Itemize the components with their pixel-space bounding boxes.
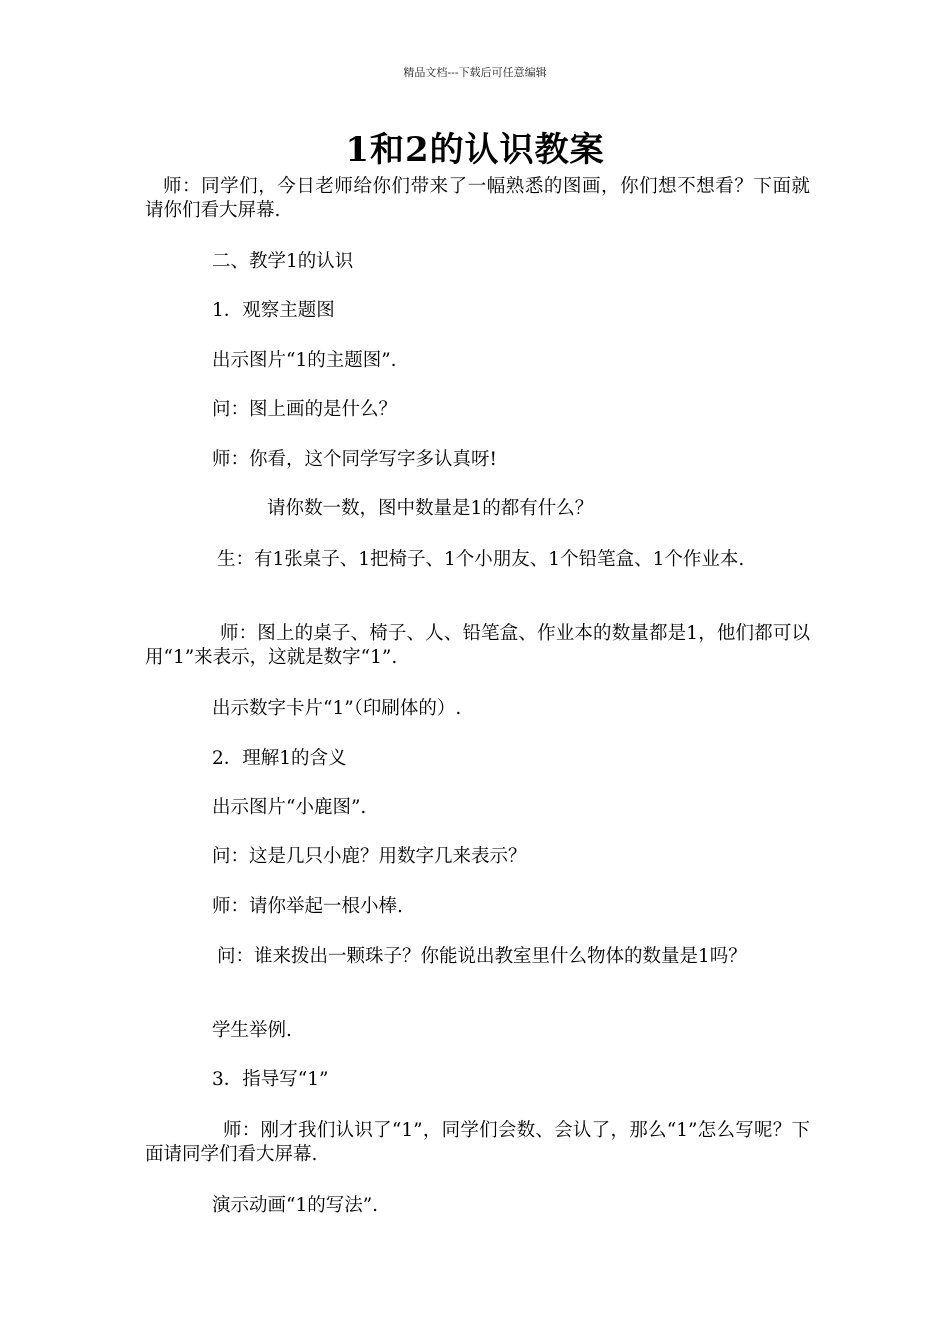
paragraph: 1．观察主题图 <box>212 300 335 321</box>
paragraph: 3．指导写“1” <box>212 1069 329 1090</box>
paragraph: 问：谁来拨出一颗珠子？你能说出教室里什么物体的数量是1吗？ <box>217 946 747 967</box>
paragraph: 生：有1张桌子、1把椅子、1个小朋友、1个铅笔盒、1个作业本. <box>217 549 745 570</box>
section-heading: 二、教学1的认识 <box>212 251 354 272</box>
paragraph: 2．理解1的含义 <box>212 748 347 769</box>
paragraph: 出示数字卡片“1”（印刷体的）. <box>212 698 462 719</box>
paragraph: 师：你看，这个同学写字多认真呀! <box>212 449 497 470</box>
paragraph: 问：这是几只小鹿？用数字几来表示？ <box>212 846 527 867</box>
paragraph: 演示动画“1的写法”. <box>212 1195 379 1216</box>
paragraph: 问：图上画的是什么？ <box>212 399 398 420</box>
paragraph: 师：请你举起一根小棒. <box>212 896 403 917</box>
paragraph: 师：图上的桌子、椅子、人、铅笔盒、作业本的数量都是1，他们都可以用“1”来表示，这就是数字“1”. <box>145 623 810 668</box>
paragraph: 出示图片“小鹿图”. <box>212 797 367 818</box>
paragraph: 学生举例. <box>212 1020 292 1041</box>
paragraph: 请你数一数，图中数量是1的都有什么？ <box>267 498 594 519</box>
paragraph: 师：同学们，今日老师给你们带来了一幅熟悉的图画，你们想不想看？下面就请你们看大屏幕. <box>145 176 810 221</box>
paragraph: 师：刚才我们认识了“1”，同学们会数、会认了，那么“1”怎么写呢？下面请同学们看大屏幕. <box>145 1120 810 1165</box>
page-header: 精品文档---下载后可任意编辑 <box>403 66 547 79</box>
document-title: 1和2的认识教案 <box>345 130 605 170</box>
paragraph: 出示图片“1的主题图”. <box>212 350 397 371</box>
